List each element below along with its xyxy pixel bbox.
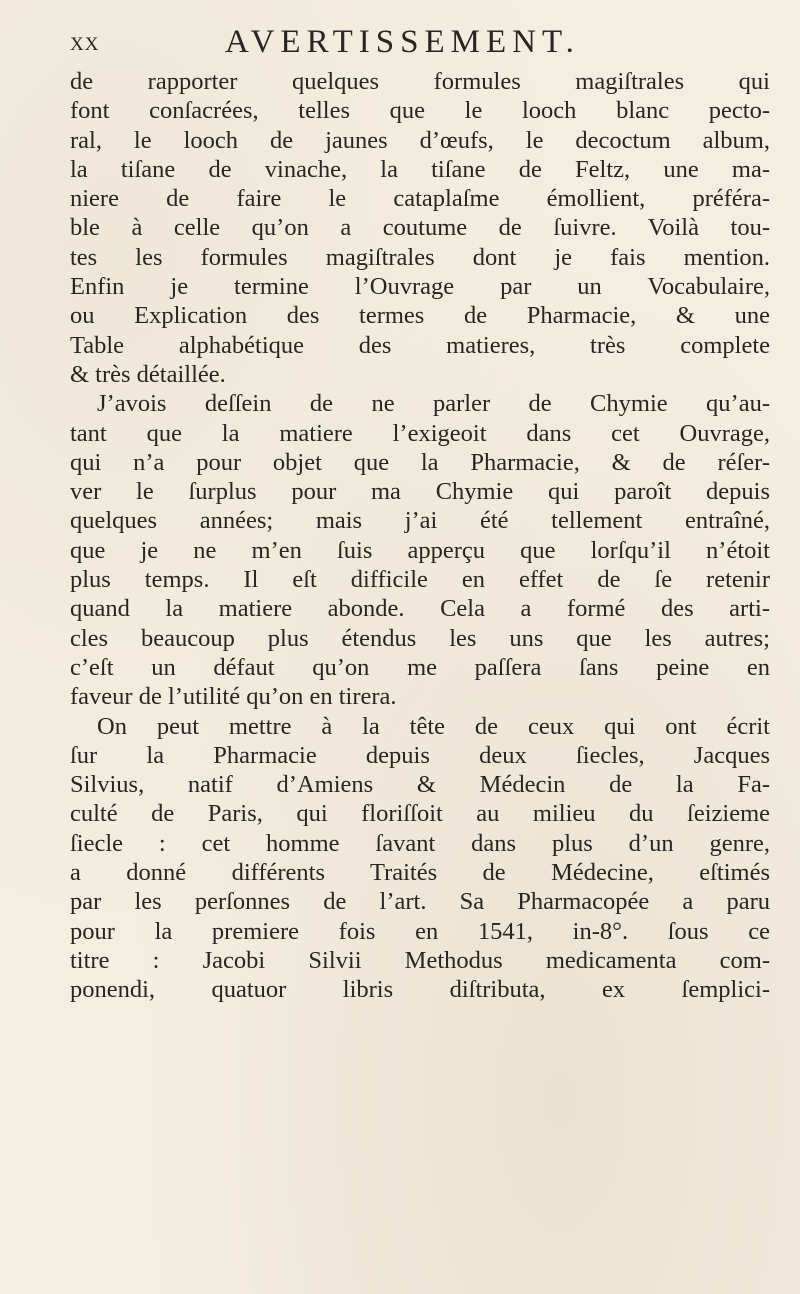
- text-line: ver le ſurplus pour ma Chymie qui paroît depuis: [70, 478, 770, 506]
- text-line: titre : Jacobi Silvii Methodus medicamenta com-: [70, 946, 770, 974]
- text-line: ral, le looch de jaunes d’œufs, le decoctum album,: [70, 126, 770, 154]
- text-line: quand la matiere abonde. Cela a formé des arti-: [70, 595, 770, 623]
- body-text: [70, 67, 770, 1005]
- text-line: tes les formules magiſtrales dont je fais mention.: [70, 243, 770, 271]
- text-line: quelques années; mais j’ai été tellement entraîné,: [70, 507, 770, 535]
- text-line: ponendi, quatuor libris diſtributa, ex ſemplici-: [70, 976, 770, 1004]
- running-title: AVERTISSEMENT.: [225, 24, 580, 60]
- text-line: niere de faire le cataplaſme émollient, préféra-: [70, 185, 770, 213]
- text-line: faveur de l’utilité qu’on en tirera.: [70, 683, 397, 711]
- text-line: ſur la Pharmacie depuis deux ſiecles, Jacques: [70, 741, 770, 769]
- text-line: culté de Paris, qui floriſſoit au milieu du ſeizieme: [70, 800, 770, 828]
- text-line: Table alphabétique des matieres, très complete: [70, 331, 770, 359]
- text-line: par les perſonnes de l’art. Sa Pharmacopée a paru: [70, 888, 770, 916]
- text-line: que je ne m’en ſuis apperçu que lorſqu’il n’étoit: [70, 536, 770, 564]
- text-line: la tiſane de vinache, la tiſane de Feltz, une ma-: [70, 155, 770, 183]
- text-line: tant que la matiere l’exigeoit dans cet Ouvrage,: [70, 419, 770, 447]
- page-header: [70, 20, 770, 68]
- text-line: ſiecle : cet homme ſavant dans plus d’un genre,: [70, 829, 770, 857]
- page-number: XX: [70, 34, 100, 55]
- text-line: a donné différents Traités de Médecine, eſtimés: [70, 859, 770, 887]
- text-line: Enfin je termine l’Ouvrage par un Vocabulaire,: [70, 273, 770, 301]
- text-line: font conſacrées, telles que le looch blanc pecto-: [70, 97, 770, 125]
- text-line: plus temps. Il eſt difficile en effet de ſe retenir: [70, 566, 770, 594]
- text-line: de rapporter quelques formules magiſtrales qui: [70, 68, 770, 95]
- text-line: & très détaillée.: [70, 360, 226, 388]
- text-line: pour la premiere fois en 1541, in-8°. ſous ce: [70, 917, 770, 945]
- text-line: qui n’a pour objet que la Pharmacie, & de réſer-: [70, 448, 770, 476]
- text-line: c’eſt un défaut qu’on me paſſera ſans peine en: [70, 653, 770, 681]
- text-line: J’avois deſſein de ne parler de Chymie qu’au-: [97, 390, 770, 418]
- text-line: cles beaucoup plus étendus les uns que les autres;: [70, 624, 770, 652]
- text-line: ble à celle qu’on a coutume de ſuivre. Voilà tou-: [70, 214, 770, 242]
- text-line: Silvius, natif d’Amiens & Médecin de la Fa-: [70, 771, 770, 799]
- text-line: On peut mettre à la tête de ceux qui ont écrit: [97, 712, 770, 740]
- text-line: ou Explication des termes de Pharmacie, & une: [70, 302, 770, 330]
